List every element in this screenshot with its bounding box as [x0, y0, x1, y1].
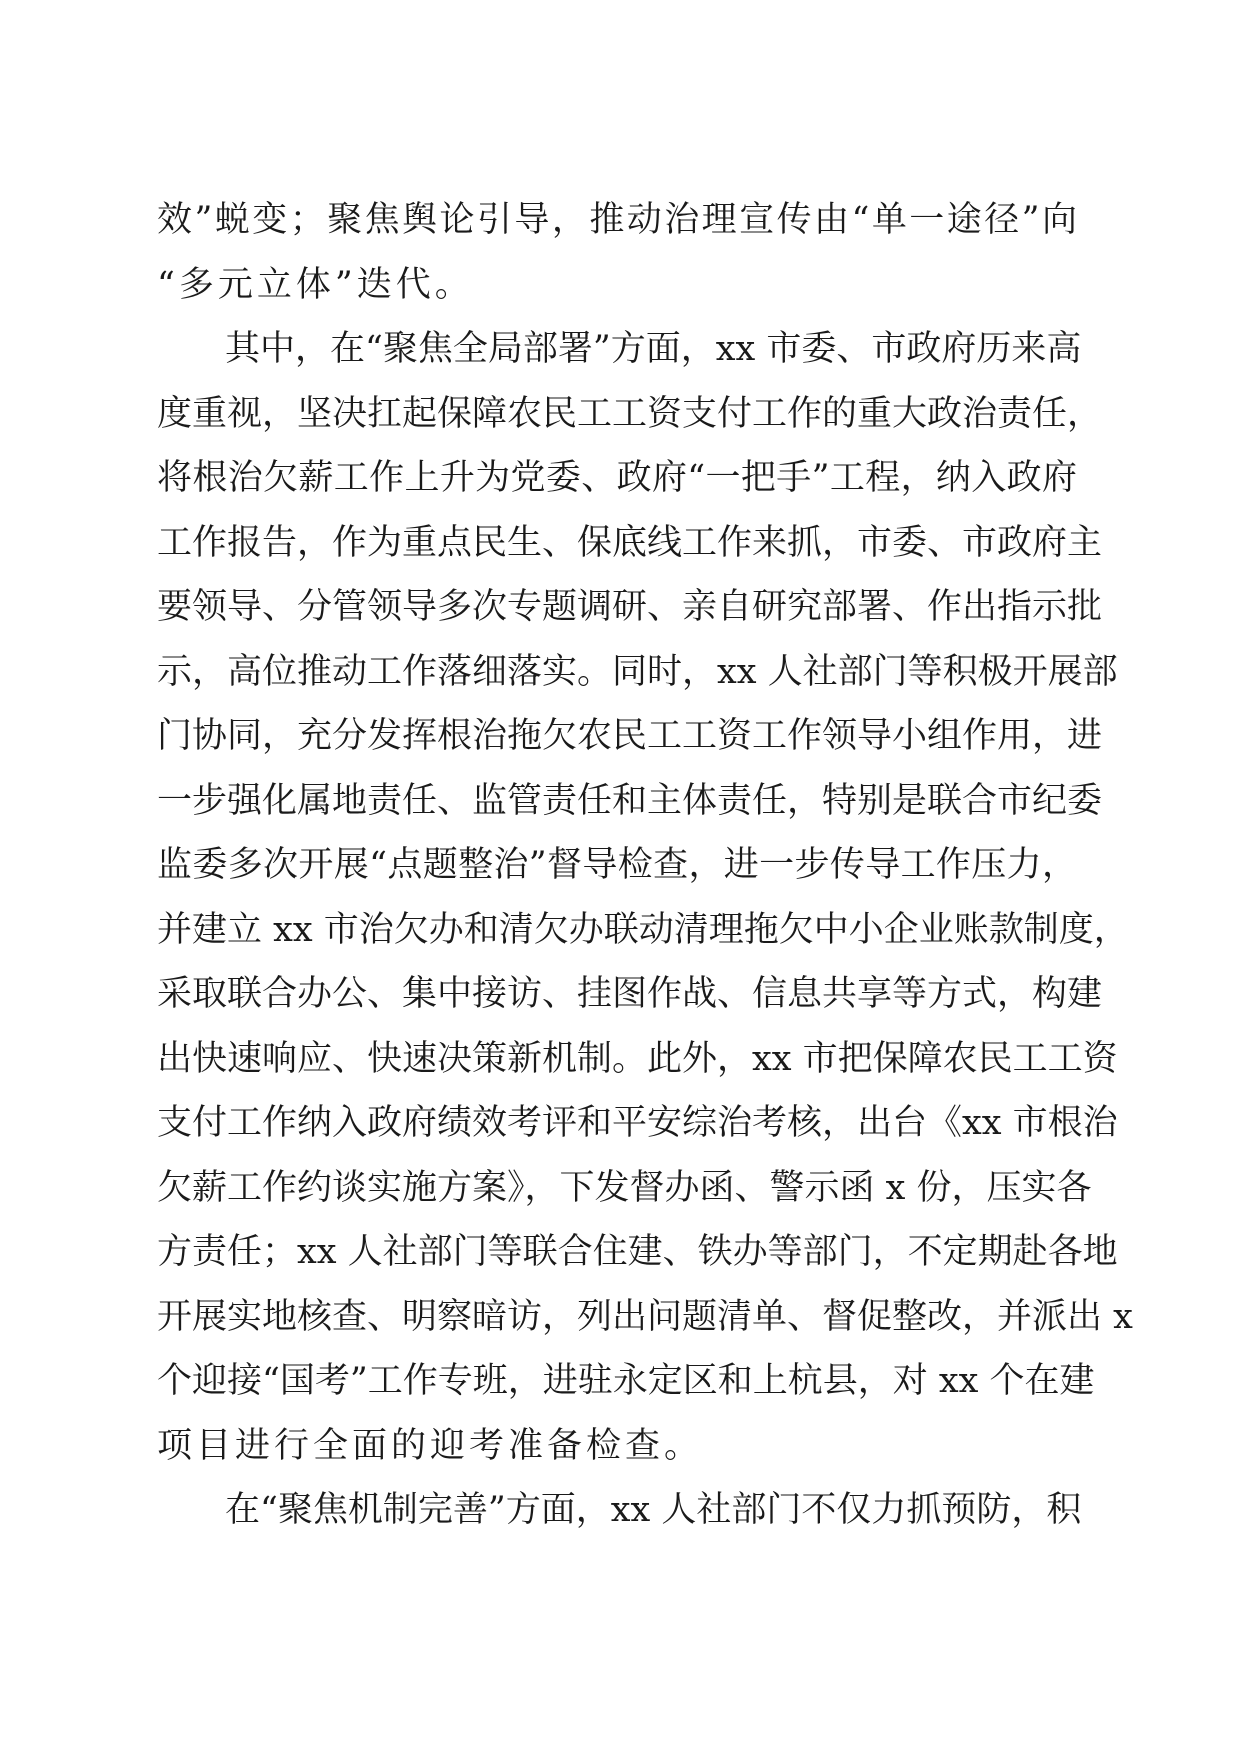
text-line: 欠薪工作约谈实施方案》，下发督办函、警示函 x 份，压实各: [157, 1167, 1092, 1208]
text-line: 门协同，充分发挥根治拖欠农民工工资工作领导小组作用，进: [157, 716, 1103, 756]
text-line: 支付工作纳入政府绩效考评和平安综治考核，出台《xx 市根治: [157, 1103, 1118, 1143]
paragraph-continuation: [157, 188, 1077, 317]
text-line: 工作报告，作为重点民生、保底线工作来抓，市委、市政府主: [157, 522, 1103, 563]
paragraph-mechanism-improvement: [157, 1478, 1082, 1543]
text-line: 要领导、分管领导多次专题调研、亲自研究部署、作出指示批: [157, 587, 1103, 627]
text-line: 将根治欠薪工作上升为党委、政府“一把手”工程，纳入政府: [157, 458, 1077, 498]
text-line: 项目进行全面的迎考准备检查。: [157, 1425, 704, 1466]
paragraph-overall-deployment: [157, 317, 1133, 1478]
text-line: 一步强化属地责任、监管责任和主体责任，特别是联合市纪委: [157, 780, 1103, 821]
text-line: 开展实地核查、明察暗访，列出问题清单、督促整改，并派出 x: [157, 1296, 1133, 1337]
text-line: 采取联合办公、集中接访、挂图作战、信息共享等方式，构建: [157, 974, 1103, 1014]
text-line: 方责任；xx 人社部门等联合住建、铁办等部门，不定期赴各地: [157, 1232, 1118, 1272]
text-line: 个迎接“国考”工作专班，进驻永定区和上杭县，对 xx 个在建: [157, 1361, 1095, 1401]
text-line: 出快速响应、快速决策新机制。此外，xx 市把保障农民工工资: [157, 1038, 1118, 1079]
text-line: 在“聚焦机制完善”方面，xx 人社部门不仅力抓预防，积: [225, 1490, 1082, 1530]
text-line: 效”蜕变；聚焦舆论引导，推动治理宣传由“单一途径”向: [157, 200, 1077, 240]
text-line: 其中，在“聚焦全局部署”方面，xx 市委、市政府历来高: [225, 329, 1082, 369]
text-line: 监委多次开展“点题整治”督导检查，进一步传导工作压力，: [157, 845, 1077, 885]
text-line: 示，高位推动工作落细落实。同时，xx 人社部门等积极开展部: [157, 651, 1118, 692]
text-line: “多元立体”迭代。: [157, 264, 474, 305]
text-line: 度重视，坚决扛起保障农民工工资支付工作的重大政治责任，: [157, 393, 1103, 434]
text-line: 并建立 xx 市治欠办和清欠办联动清理拖欠中小企业账款制度，: [157, 909, 1129, 950]
body-text: [157, 188, 1133, 1543]
